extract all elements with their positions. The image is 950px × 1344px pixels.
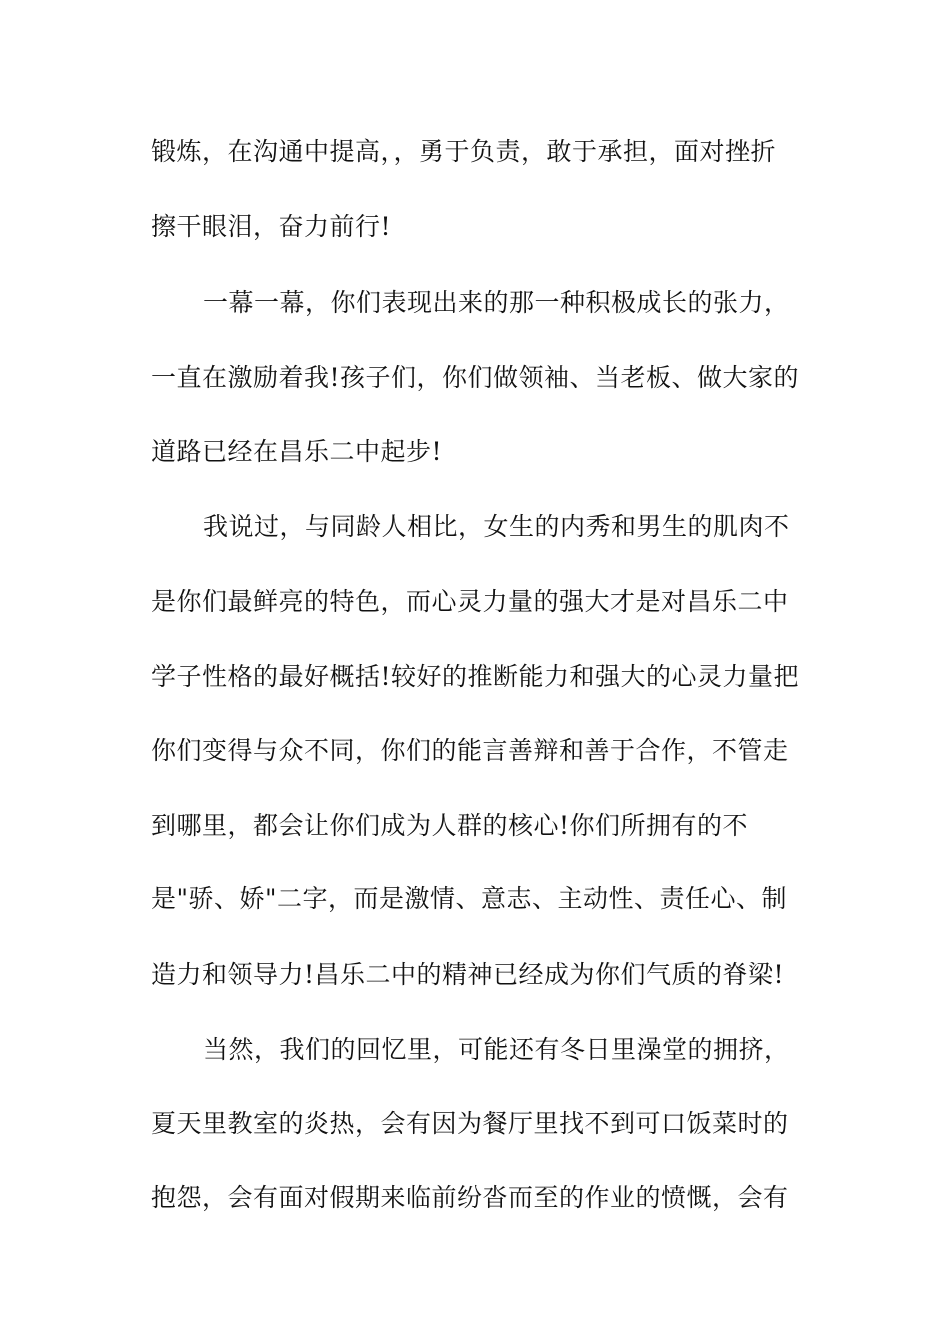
text-line: 造力和领导力!昌乐二中的精神已经成为你们气质的脊梁!: [151, 960, 785, 989]
text-line: 抱怨，会有面对假期来临前纷沓而至的作业的愤慨，会有: [151, 1183, 789, 1212]
paragraph-start-line: 我说过，与同龄人相比，女生的内秀和男生的肌肉不: [203, 512, 790, 541]
text-line: 一直在激励着我!孩子们，你们做领袖、当老板、做大家的: [151, 363, 800, 392]
text-line: 你们变得与众不同，你们的能言善辩和善于合作，不管走: [151, 736, 789, 765]
text-line: 夏天里教室的炎热，会有因为餐厅里找不到可口饭菜时的: [151, 1109, 789, 1138]
text-line: 锻炼，在沟通中提高，，勇于负责，敢于承担，面对挫折: [151, 137, 777, 166]
paragraph-start-line: 一幕一幕，你们表现出来的那一种积极成长的张力，: [203, 288, 790, 317]
text-line: 学子性格的最好概括!较好的推断能力和强大的心灵力量把: [151, 662, 800, 691]
text-line: 到哪里，都会让你们成为人群的核心!你们所拥有的不: [151, 811, 749, 840]
text-line: 是你们最鲜亮的特色，而心灵力量的强大才是对昌乐二中: [151, 587, 789, 616]
text-line: 道路已经在昌乐二中起步!: [151, 437, 443, 466]
text-line: 是"骄、娇"二字，而是激情、意志、主动性、责任心、制: [151, 884, 788, 913]
paragraph-start-line: 当然，我们的回忆里，可能还有冬日里澡堂的拥挤，: [203, 1035, 790, 1064]
text-line: 擦干眼泪，奋力前行!: [151, 212, 392, 241]
